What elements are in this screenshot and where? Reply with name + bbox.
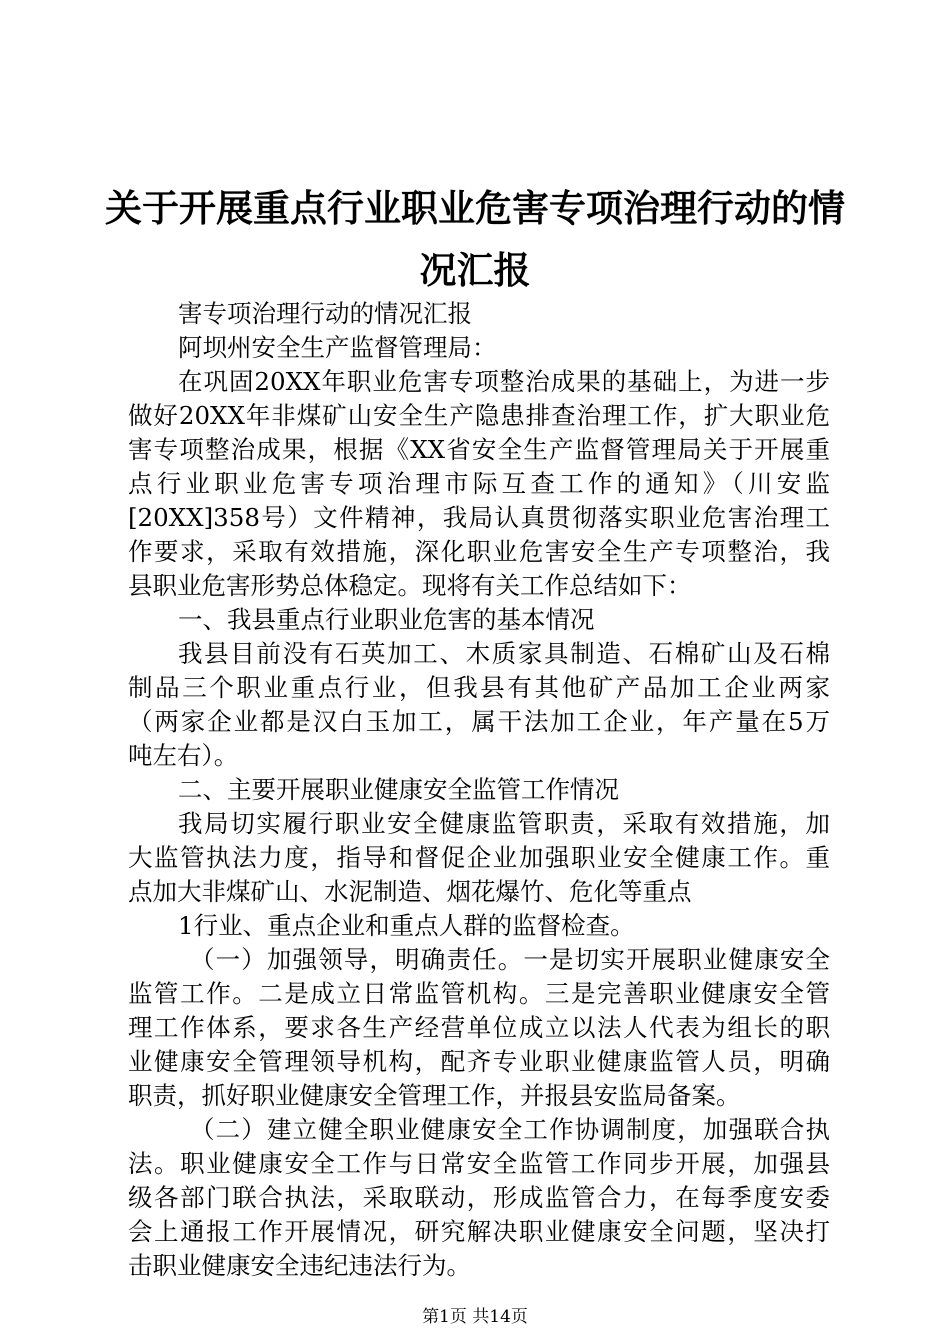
body-line: （两家企业都是汉白玉加工，属干法加工企业，年产量在5万 [128, 707, 830, 736]
body-line: （二）建立健全职业健康安全工作协调制度，加强联合执 [190, 1115, 830, 1144]
page-footer: 第1页 共14页 [422, 1307, 528, 1327]
body-line: 业健康安全管理领导机构，配齐专业职业健康监管人员，明确 [128, 1047, 830, 1076]
body-line: 点加大非煤矿山、水泥制造、烟花爆竹、危化等重点 [128, 877, 692, 906]
body-line: 监管工作。二是成立日常监管机构。三是完善职业健康安全管 [128, 979, 830, 1008]
body-line: 大监管执法力度，指导和督促企业加强职业安全健康工作。重 [128, 843, 830, 872]
body-line: 阿坝州安全生产监督管理局： [178, 333, 497, 362]
body-line: 点行业职业危害专项治理市际互查工作的通知》（川安监 [128, 469, 830, 498]
body-line: 法。职业健康安全工作与日常安全监管工作同步开展，加强县 [128, 1149, 830, 1178]
body-line: 职责，抓好职业健康安全管理工作，并报县安监局备案。 [128, 1081, 741, 1110]
body-line: 做好20XX年非煤矿山安全生产隐患排查治理工作，扩大职业危 [128, 401, 830, 430]
body-line: 害专项整治成果，根据《XX省安全生产监督管理局关于开展重 [128, 435, 830, 464]
body-line: 制品三个职业重点行业，但我县有其他矿产品加工企业两家 [128, 673, 830, 702]
document-title-line-1: 关于开展重点行业职业危害专项治理行动的情 [105, 187, 845, 230]
body-line: 吨左右）。 [128, 741, 239, 770]
body-line: 理工作体系，要求各生产经营单位成立以法人代表为组长的职 [128, 1013, 830, 1042]
body-line: （一）加强领导，明确责任。一是切实开展职业健康安全 [190, 945, 830, 974]
body-line: 县职业危害形势总体稳定。现将有关工作总结如下： [128, 571, 692, 600]
section-heading: 一、我县重点行业职业危害的基本情况 [178, 605, 595, 634]
body-line: 会上通报工作开展情况，研究解决职业健康安全问题，坚决打 [128, 1217, 830, 1246]
body-line: 1行业、重点企业和重点人群的监督检查。 [178, 911, 635, 940]
section-heading: 二、主要开展职业健康安全监管工作情况 [178, 775, 619, 804]
body-line: 级各部门联合执法，采取联动，形成监管合力，在每季度安委 [128, 1183, 830, 1212]
body-line: 我县目前没有石英加工、木质家具制造、石棉矿山及石棉 [178, 639, 830, 668]
document-title-line-2: 况汇报 [419, 249, 531, 292]
body-line: [20XX]358号）文件精神，我局认真贯彻落实职业危害治理工 [128, 503, 830, 532]
body-line: 在巩固20XX年职业危害专项整治成果的基础上，为进一步 [178, 367, 830, 396]
body-line: 作要求，采取有效措施，深化职业危害安全生产专项整治，我 [128, 537, 830, 566]
body-line: 害专项治理行动的情况汇报 [178, 299, 472, 328]
body-line: 击职业健康安全违纪违法行为。 [128, 1251, 471, 1280]
body-line: 我局切实履行职业安全健康监管职责，采取有效措施，加 [178, 809, 830, 838]
